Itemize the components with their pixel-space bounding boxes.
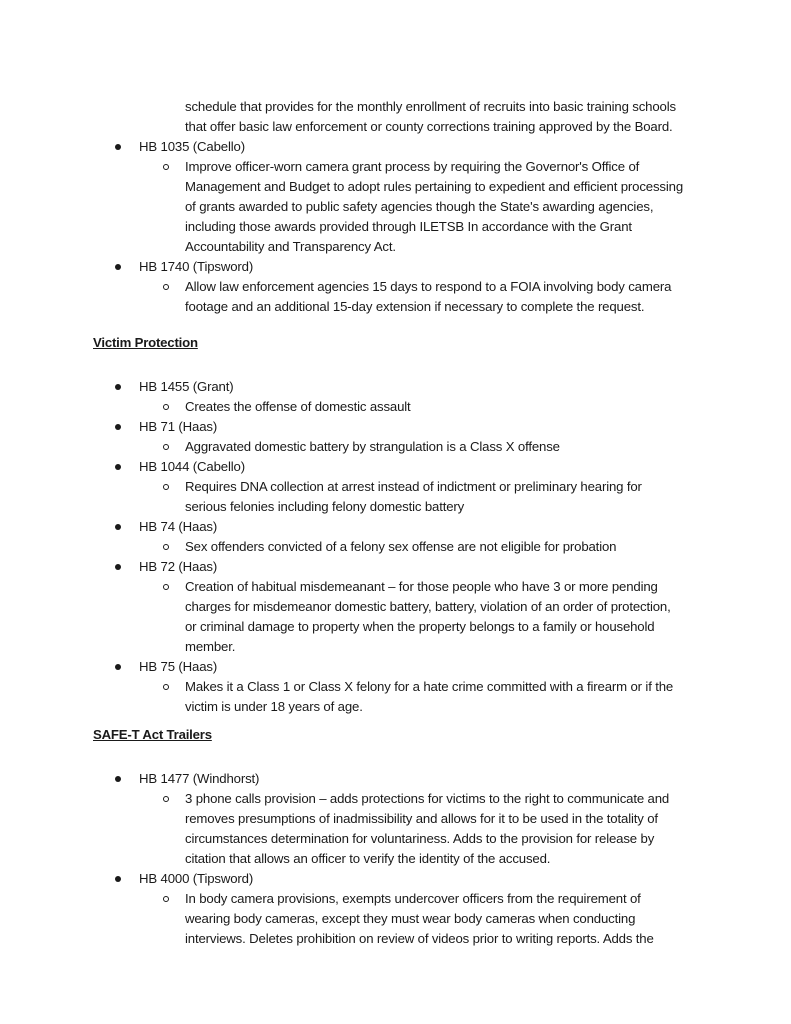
sub-bullet-icon	[163, 164, 169, 170]
bullet-icon	[115, 524, 121, 530]
sub-bullet-icon	[163, 544, 169, 550]
sub-bullet-icon	[163, 444, 169, 450]
continuation-line: schedule that provides for the monthly enrollment of recruits into basic training schools	[185, 99, 676, 114]
bullet-icon	[115, 564, 121, 570]
sub-bullet-icon	[163, 284, 169, 290]
bill-detail: member.	[185, 639, 236, 654]
bullet-icon	[115, 144, 121, 150]
bill-title: HB 75 (Haas)	[139, 659, 218, 674]
bill-title: HB 1035 (Cabello)	[139, 139, 245, 154]
bill-title: HB 4000 (Tipsword)	[139, 871, 254, 886]
bill-detail: Improve officer-worn camera grant process by requiring the Governor's Office of	[185, 159, 640, 174]
bullet-icon	[115, 664, 121, 670]
bullet-icon	[115, 264, 121, 270]
bill-detail: or criminal damage to property when the property belongs to a family or household	[185, 619, 655, 634]
bill-detail: serious felonies including felony domestic battery	[185, 499, 465, 514]
continuation-line: that offer basic law enforcement or county corrections training approved by the Board.	[185, 119, 673, 134]
bill-detail: Creates the offense of domestic assault	[185, 399, 411, 414]
section-heading-victim-protection: Victim Protection	[93, 335, 198, 350]
bill-detail: Creation of habitual misdemeanant – for those people who have 3 or more pending	[185, 579, 658, 594]
bill-detail: Makes it a Class 1 or Class X felony for a hate crime committed with a firearm or if the	[185, 679, 674, 694]
bill-detail: removes presumptions of inadmissibility and allows for it to be used in the totality of	[185, 811, 658, 826]
bill-detail: 3 phone calls provision – adds protections for victims to the right to communicate and	[185, 791, 670, 806]
bullet-icon	[115, 424, 121, 430]
bill-title: HB 1477 (Windhorst)	[139, 771, 260, 786]
bill-detail: Accountability and Transparency Act.	[185, 239, 396, 254]
bill-detail: Allow law enforcement agencies 15 days to respond to a FOIA involving body camera	[185, 279, 672, 294]
bill-detail: circumstances determination for voluntariness. Adds to the provision for release by	[185, 831, 655, 846]
bill-detail: Aggravated domestic battery by strangulation is a Class X offense	[185, 439, 560, 454]
bullet-icon	[115, 776, 121, 782]
bill-title: HB 1455 (Grant)	[139, 379, 234, 394]
bill-detail: Sex offenders convicted of a felony sex offense are not eligible for probation	[185, 539, 617, 554]
section-heading-safe-t-act-trailers: SAFE-T Act Trailers	[93, 727, 212, 742]
sub-bullet-icon	[163, 404, 169, 410]
sub-bullet-icon	[163, 684, 169, 690]
bill-title: HB 72 (Haas)	[139, 559, 218, 574]
bullet-icon	[115, 384, 121, 390]
bill-title: HB 74 (Haas)	[139, 519, 218, 534]
bill-title: HB 71 (Haas)	[139, 419, 218, 434]
sub-bullet-icon	[163, 896, 169, 902]
bullet-icon	[115, 876, 121, 882]
bill-title: HB 1044 (Cabello)	[139, 459, 245, 474]
bill-detail: charges for misdemeanor domestic battery, battery, violation of an order of protection,	[185, 599, 671, 614]
sub-bullet-icon	[163, 584, 169, 590]
bill-detail: In body camera provisions, exempts undercover officers from the requirement of	[185, 891, 641, 906]
bill-detail: victim is under 18 years of age.	[185, 699, 363, 714]
bill-detail: footage and an additional 15-day extension if necessary to complete the request.	[185, 299, 645, 314]
bill-detail: Management and Budget to adopt rules pertaining to expedient and efficient processing	[185, 179, 684, 194]
bill-detail: citation that allows an officer to verify the identity of the accused.	[185, 851, 551, 866]
bill-detail: Requires DNA collection at arrest instead of indictment or preliminary hearing for	[185, 479, 642, 494]
sub-bullet-icon	[163, 484, 169, 490]
bill-detail: of grants awarded to public safety agencies though the State's awarding agencies,	[185, 199, 654, 214]
bill-detail: wearing body cameras, except they must wear body cameras when conducting	[185, 911, 636, 926]
bill-detail: interviews. Deletes prohibition on review of videos prior to writing reports. Adds the	[185, 931, 654, 946]
sub-bullet-icon	[163, 796, 169, 802]
bill-title: HB 1740 (Tipsword)	[139, 259, 254, 274]
bill-detail: including those awards provided through ILETSB In accordance with the Grant	[185, 219, 632, 234]
bullet-icon	[115, 464, 121, 470]
